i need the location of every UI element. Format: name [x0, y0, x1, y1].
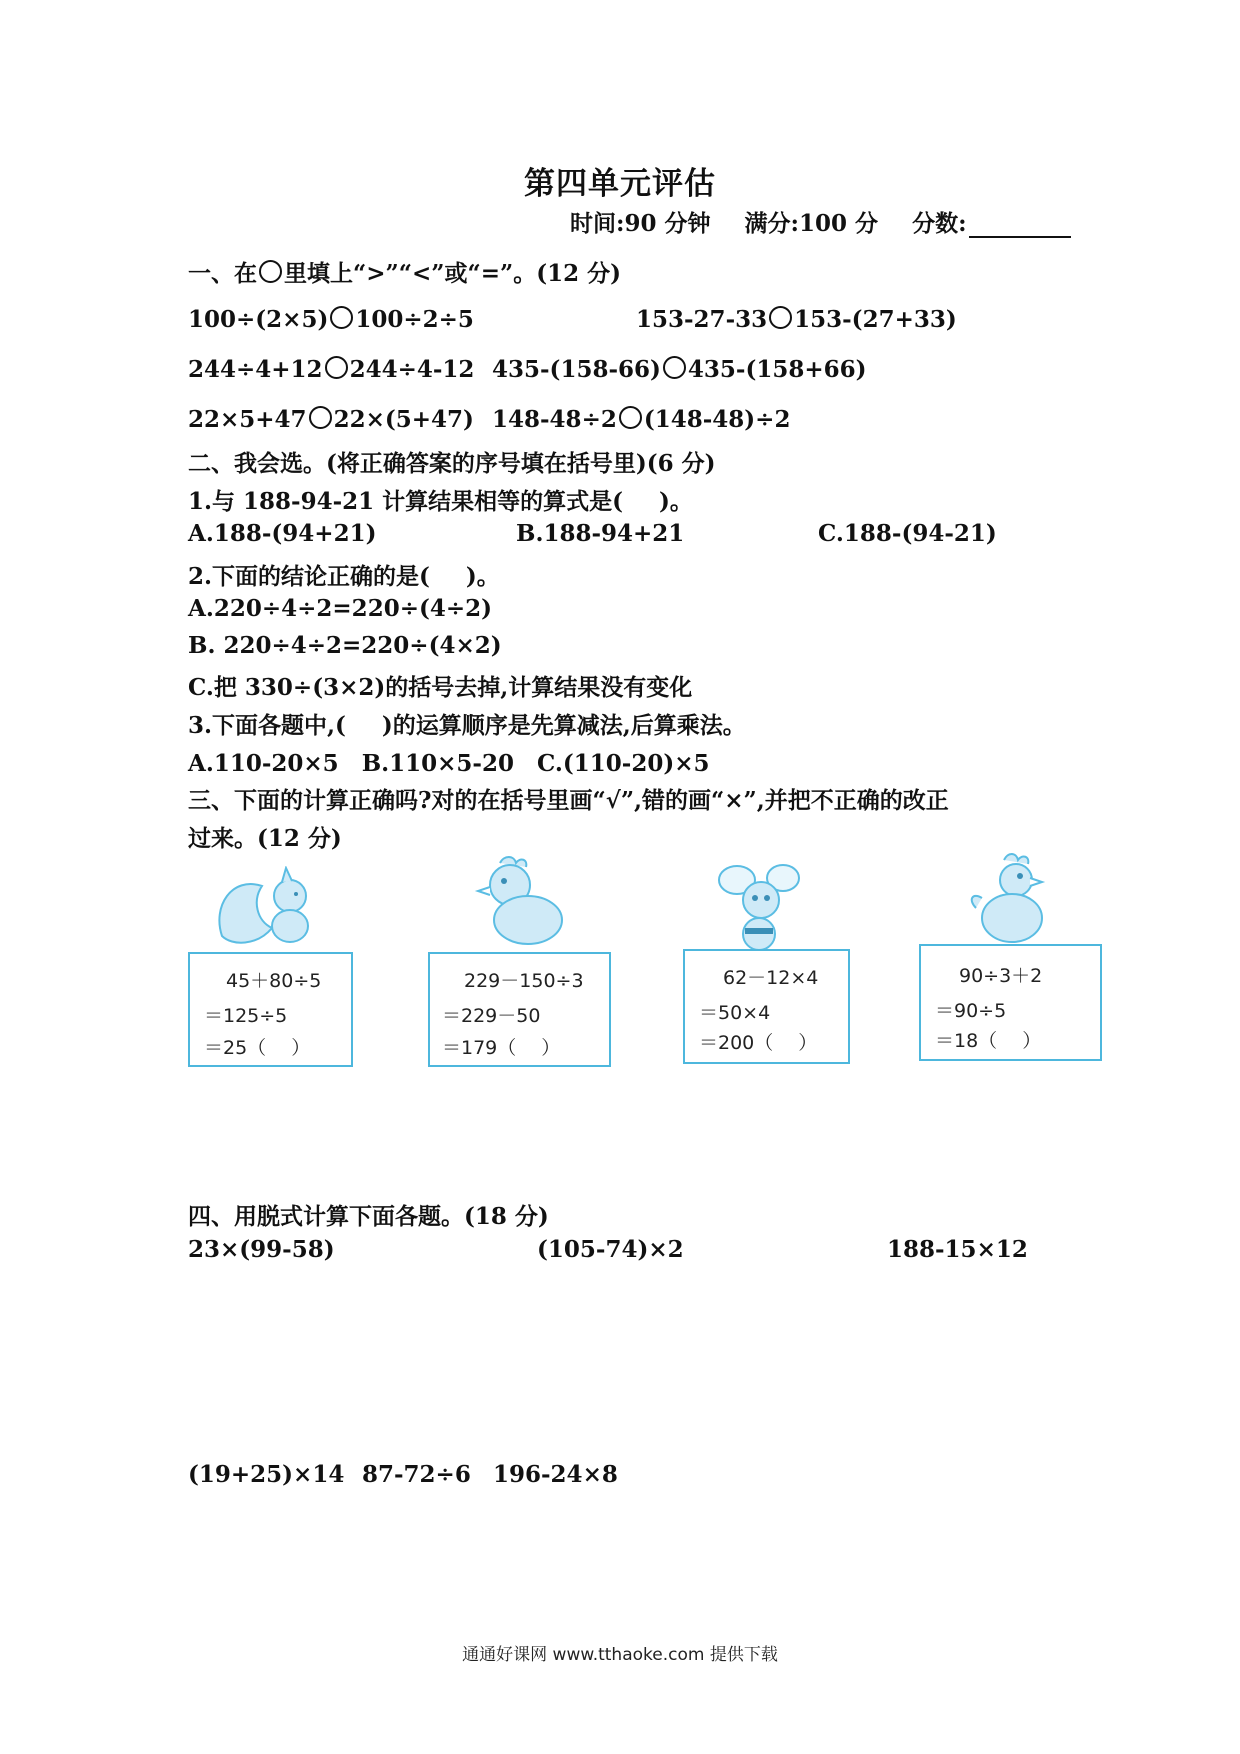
compare-item — [188, 356, 474, 383]
compare-circle[interactable] — [663, 356, 686, 379]
card-line-answer[interactable]: ＝18（ ） — [935, 1030, 1042, 1052]
full-score-label: 满分:100 分 — [744, 210, 879, 237]
stem-text: )的运算顺序是先算减法,后算乘法。 — [381, 712, 746, 739]
problem-item: 23×(99-58) — [188, 1236, 335, 1263]
calc-card — [428, 952, 611, 1067]
expr-left: 148-48÷2 — [492, 406, 617, 433]
section1-heading-b: 里填上“>”“<”或“=”。(12 分) — [284, 260, 621, 287]
card-line: 62－12×4 — [723, 967, 819, 989]
option-c: C.188-(94-21) — [818, 520, 997, 547]
calc-card — [919, 944, 1102, 1061]
expr-left: 435-(158-66) — [492, 356, 661, 383]
compare-circle[interactable] — [309, 406, 332, 429]
expr-right: 244÷4-12 — [349, 356, 475, 383]
stem-text: )。 — [659, 488, 693, 515]
stem-text: )。 — [465, 563, 500, 590]
expr-right: 22×(5+47) — [333, 406, 474, 433]
problem-item: (19+25)×14 — [188, 1461, 345, 1488]
compare-circle[interactable] — [325, 356, 348, 379]
expr-right: 100÷2÷5 — [355, 306, 474, 333]
page-title: 第四单元评估 — [524, 166, 716, 202]
compare-circle[interactable] — [619, 406, 642, 429]
compare-item — [188, 306, 474, 333]
hen-icon — [966, 852, 1056, 948]
stem-text: 1.与 188-94-21 计算结果相等的算式是( — [188, 488, 624, 515]
expr-right: (148-48)÷2 — [643, 406, 791, 433]
circle-icon — [259, 260, 282, 283]
compare-item — [636, 306, 957, 333]
card-line-answer[interactable]: ＝179（ ） — [442, 1037, 561, 1059]
option-b: B.188-94+21 — [516, 520, 685, 547]
card-line: ＝50×4 — [699, 1002, 771, 1024]
expr-left: 22×5+47 — [188, 406, 307, 433]
question-1-stem — [188, 483, 693, 516]
section3-heading-line2: 过来。(12 分) — [188, 825, 342, 852]
card-line: ＝90÷5 — [935, 1000, 1007, 1022]
compare-item — [492, 356, 867, 383]
stem-text: 3.下面各题中,( — [188, 712, 346, 739]
card-line-answer[interactable]: ＝25（ ） — [204, 1037, 311, 1059]
expr-left: 244÷4+12 — [188, 356, 323, 383]
expr-right: 435-(158+66) — [687, 356, 867, 383]
question-3-options: A.110-20×5 B.110×5-20 C.(110-20)×5 — [188, 750, 710, 777]
question-2-stem — [188, 558, 500, 591]
compare-item — [188, 406, 474, 433]
expr-right: 153-(27+33) — [794, 306, 957, 333]
score-label: 分数: — [912, 210, 967, 237]
bee-icon — [715, 858, 805, 954]
card-line: 90÷3＋2 — [959, 965, 1043, 987]
option-c: C.把 330÷(3×2)的括号去掉,计算结果没有变化 — [188, 674, 693, 701]
card-line: ＝229－50 — [442, 1005, 541, 1027]
stem-text: 2.下面的结论正确的是( — [188, 563, 430, 590]
section1-heading-a: 一、在 — [188, 260, 257, 287]
option-a: A.220÷4÷2=220÷(4÷2) — [188, 595, 493, 622]
card-line: ＝125÷5 — [204, 1005, 288, 1027]
option-a: A.188-(94+21) — [188, 520, 377, 547]
compare-circle[interactable] — [330, 306, 353, 329]
chicken-icon — [470, 855, 575, 950]
option-b: B. 220÷4÷2=220÷(4×2) — [188, 632, 502, 659]
section4-heading: 四、用脱式计算下面各题。(18 分) — [188, 1203, 549, 1230]
compare-circle[interactable] — [769, 306, 792, 329]
problem-item: (105-74)×2 — [537, 1236, 684, 1263]
problem-item: 196-24×8 — [493, 1461, 618, 1488]
calc-card — [188, 952, 353, 1067]
problem-item: 87-72÷6 — [362, 1461, 471, 1488]
section2-heading: 二、我会选。(将正确答案的序号填在括号里)(6 分) — [188, 450, 716, 477]
score-blank[interactable] — [969, 214, 1071, 238]
calc-card — [683, 949, 850, 1064]
compare-item — [492, 406, 790, 433]
expr-left: 100÷(2×5) — [188, 306, 329, 333]
problem-item: 188-15×12 — [887, 1236, 1028, 1263]
exam-meta — [570, 205, 1071, 238]
footer-credit: 通通好课网 www.tthaoke.com 提供下载 — [462, 1645, 778, 1665]
question-3-stem — [188, 707, 746, 740]
time-label: 时间:90 分钟 — [570, 210, 711, 237]
card-line-answer[interactable]: ＝200（ ） — [699, 1032, 818, 1054]
section3-heading-line1: 三、下面的计算正确吗?对的在括号里画“√”,错的画“×”,并把不正确的改正 — [188, 787, 949, 814]
section1-heading — [188, 255, 621, 288]
expr-left: 153-27-33 — [636, 306, 768, 333]
squirrel-icon — [212, 866, 322, 948]
card-line: 229－150÷3 — [464, 970, 584, 992]
card-line: 45＋80÷5 — [226, 970, 322, 992]
